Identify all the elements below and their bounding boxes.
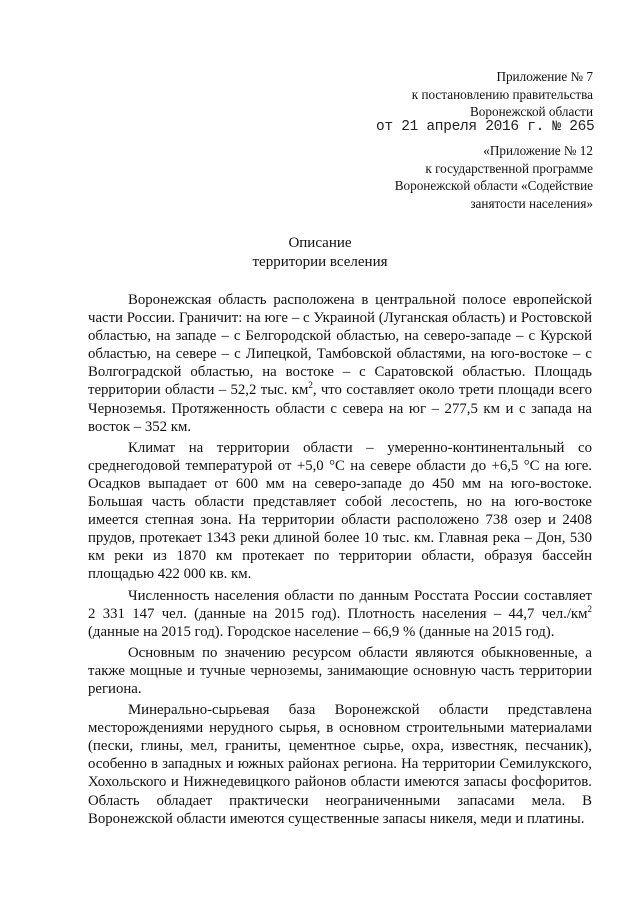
document-title bbox=[0, 234, 640, 272]
paragraph-text: , что составляет около трети площади всего Черноземья. Протяженность области с севера на юг – 277,5 км и с запада на восток – 352 км. bbox=[88, 382, 592, 435]
program-reference: к государственной программе bbox=[425, 160, 593, 176]
program-region: Воронежской области «Содействие bbox=[394, 178, 593, 193]
program-header bbox=[395, 142, 593, 212]
appendix-number: Приложение № 7 bbox=[496, 69, 593, 84]
program-appendix-number: «Приложение № 12 bbox=[483, 143, 593, 158]
paragraph-text: Основным по значению ресурсом области являются обыкновенные, а также мощные и тучные черноземы, занимающие основную часть территории региона. bbox=[88, 644, 592, 697]
paragraph-geography bbox=[88, 291, 592, 436]
paragraph-text: Численность населения области по данным Росстата России составляет 2 331 147 чел. (данные на 2015 год). Плотность населения – 44,7 чел./км bbox=[88, 587, 592, 622]
program-name: занятости населения» bbox=[470, 195, 593, 211]
superscript: 2 bbox=[308, 380, 313, 391]
paragraph-minerals bbox=[88, 701, 592, 828]
paragraph-text: Климат на территории области – умеренно-континентальный со среднегодовой температурой от +5,0 °С на севере области до +6,5 °С на юге. Осадков выпадает от 600 мм на северо-западе до 450 мм на юго-востоке. Большая часть области представляет собой лесостепь, но на юго-востоке имеется степная зона. На территории области расположено 738 озер и 2408 прудов, протекает 1343 реки длиной более 10 тыс. км. Главная река – Дон, 530 км реки из 1870 км протекает по территории области, образуя бассейн площадью 422 000 кв. км. bbox=[88, 439, 592, 583]
paragraph-climate bbox=[88, 439, 592, 584]
paragraph-text: Воронежская область расположена в центральной полосе европейской части России. Граничит: на юге – с Украиной (Луганская область) и Ростовской областью, на западе – с Белгородской областью, на северо-западе – с Курской областью, на севере – с Липецкой, Тамбовской областями, на юго-востоке – с Волгоградской областью, на востоке – с Саратовской областью. Площадь территории области – 52,2 тыс. км bbox=[88, 292, 592, 399]
paragraph-soil bbox=[88, 644, 592, 698]
superscript: 2 bbox=[587, 603, 592, 614]
appendix-header bbox=[412, 68, 593, 121]
paragraph-population bbox=[88, 587, 592, 641]
document-body bbox=[88, 291, 592, 831]
paragraph-text: (данные на 2015 год). Городское население – 66,9 % (данные на 2015 год). bbox=[88, 623, 555, 640]
title-line-2: территории вселения bbox=[252, 254, 388, 270]
appendix-region: Воронежской области bbox=[470, 104, 593, 119]
appendix-reference: к постановлению правительства bbox=[411, 86, 593, 102]
resolution-date-stamp: от 21 апреля 2016 г. № 265 bbox=[376, 119, 595, 135]
title-line-1: Описание bbox=[288, 235, 352, 251]
paragraph-text: Минерально-сырьевая база Воронежской области представлена месторождениями нерудного сырья, в основном строительными материалами (пески, глины, мел, граниты, цементное сырье, охра, известняк, песчаник), особенно в западных и южных районах региона. На территории Семилукского, Хохольского и Нижнедевицкого районов области имеются запасы фосфоритов. Область обладает практически неограниченными запасами мела. В Воронежской области имеются существенные запасы никеля, меди и платины. bbox=[88, 702, 592, 827]
